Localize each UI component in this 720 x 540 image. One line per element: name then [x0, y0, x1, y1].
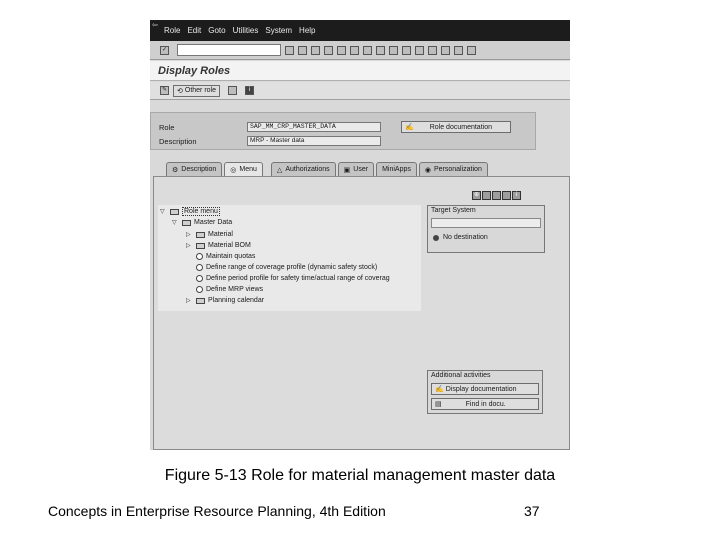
- tree-node-planning-calendar[interactable]: [186, 295, 264, 306]
- next-page-icon[interactable]: [402, 46, 411, 55]
- user-tab-icon: ▣: [343, 166, 351, 174]
- tab-authorizations-label: Authorizations: [285, 166, 330, 173]
- tree-toolbar: [472, 191, 521, 200]
- expand-arrow-icon: ▷: [186, 243, 191, 249]
- tab-strip: [166, 162, 488, 176]
- shortcut-icon[interactable]: [441, 46, 450, 55]
- other-role-label: Other role: [184, 87, 216, 94]
- menu-edit[interactable]: Edit: [187, 26, 202, 35]
- role-header: [150, 112, 536, 150]
- role-documentation-label: Role documentation: [429, 123, 492, 131]
- tree-label: Define range of coverage profile (dynamic safety stock): [206, 264, 378, 271]
- find-icon[interactable]: [350, 46, 359, 55]
- system-menu-icon[interactable]: ⇦: [152, 22, 158, 29]
- tree-label: Maintain quotas: [206, 253, 256, 260]
- tab-personalization-label: Personalization: [433, 166, 482, 173]
- menu-help[interactable]: Help: [299, 26, 316, 35]
- description-field[interactable]: MRP - Master data: [247, 136, 381, 146]
- tab-menu[interactable]: [224, 162, 263, 176]
- radio-indicator-icon: [433, 235, 439, 241]
- command-field[interactable]: [177, 44, 281, 56]
- tree-node-root[interactable]: [160, 206, 220, 217]
- tab-menu-label: Menu: [239, 166, 257, 173]
- transaction-icon: [196, 286, 203, 293]
- transaction-icon: [196, 253, 203, 260]
- menu-tab-icon: ◎: [230, 166, 237, 174]
- tab-description-label: Description: [181, 166, 217, 173]
- expand-arrow-icon: ▷: [186, 232, 191, 238]
- edit-toggle-icon[interactable]: ✎: [161, 87, 168, 93]
- tree-label: Define period profile for safety time/actual range of coverag: [206, 275, 390, 282]
- expand-icon[interactable]: ⊕: [473, 192, 480, 198]
- tree-label: Planning calendar: [208, 297, 265, 304]
- tree-node-coverage-profile[interactable]: [196, 262, 377, 273]
- back-icon[interactable]: [298, 46, 307, 55]
- role-field[interactable]: SAP_MM_CRP_MASTER_DATA: [247, 122, 381, 132]
- no-destination-label: No destination: [443, 234, 488, 241]
- menu-goto[interactable]: Goto: [208, 26, 226, 35]
- collapse-icon[interactable]: [482, 191, 491, 200]
- collapse-arrow-icon: ▽: [160, 209, 165, 215]
- tree-node-material[interactable]: [186, 229, 233, 240]
- additional-activities-title: Additional activities: [431, 372, 491, 379]
- personalization-tab-icon: ◉: [424, 166, 431, 174]
- menu-role[interactable]: Role: [164, 26, 181, 35]
- transaction-icon: [196, 275, 203, 282]
- standard-toolbar: [150, 41, 570, 60]
- last-page-icon[interactable]: [415, 46, 424, 55]
- tree-node-maintain-quotas[interactable]: [196, 251, 255, 262]
- documentation-icon: ✍: [435, 386, 444, 393]
- application-toolbar: [150, 82, 570, 100]
- tree-node-mrp-views[interactable]: [196, 284, 263, 295]
- tree-label: Master Data: [194, 219, 233, 226]
- page-title: Display Roles: [150, 61, 570, 81]
- other-role-button[interactable]: [173, 85, 220, 97]
- no-destination-row: [433, 234, 488, 241]
- cancel-icon[interactable]: [324, 46, 333, 55]
- menu-bar: [150, 20, 570, 41]
- description-label: Description: [159, 137, 197, 146]
- documentation-icon: ✍: [405, 124, 414, 131]
- layout-icon[interactable]: [467, 46, 476, 55]
- find-tree-icon[interactable]: [492, 191, 501, 200]
- target-system-panel: [427, 205, 545, 253]
- authorizations-tab-icon: △: [276, 166, 283, 174]
- tab-authorizations[interactable]: [271, 162, 336, 176]
- sap-window: [150, 20, 570, 450]
- tree-label: Define MRP views: [206, 286, 264, 293]
- target-system-title: Target System: [431, 207, 476, 214]
- find-next-icon[interactable]: [363, 46, 372, 55]
- footer-page-number: 37: [524, 503, 540, 519]
- tree-label: Material: [208, 231, 233, 238]
- target-system-field[interactable]: [431, 218, 541, 228]
- collapse-arrow-icon: ▽: [172, 220, 177, 226]
- footer-book-title: Concepts in Enterprise Resource Planning, 4th Edition: [48, 503, 386, 519]
- details-icon[interactable]: i: [512, 191, 521, 200]
- display-documentation-label: Display documentation: [445, 385, 517, 393]
- folder-icon: [196, 243, 205, 249]
- folder-icon: [182, 220, 191, 226]
- figure-caption: Figure 5-13 Role for material management master data: [164, 467, 556, 484]
- prev-page-icon[interactable]: [389, 46, 398, 55]
- exit-icon[interactable]: [311, 46, 320, 55]
- other-role-icon: ⟲: [177, 87, 183, 95]
- folder-icon: [196, 232, 205, 238]
- menu-system[interactable]: System: [265, 26, 293, 35]
- menu-tab-content: [153, 176, 570, 450]
- tab-personalization[interactable]: [419, 162, 488, 176]
- print-tree-icon[interactable]: [502, 191, 511, 200]
- display-documentation-button[interactable]: [431, 383, 539, 395]
- additional-activities-panel: [427, 370, 543, 414]
- first-page-icon[interactable]: [376, 46, 385, 55]
- tab-description[interactable]: [166, 162, 222, 176]
- tab-user[interactable]: [338, 162, 374, 176]
- tab-miniapps[interactable]: [376, 162, 417, 176]
- tree-node-material-bom[interactable]: [186, 240, 251, 251]
- dropdown-icon[interactable]: [285, 46, 294, 55]
- menu-utilities[interactable]: Utilities: [232, 26, 259, 35]
- transaction-icon: [196, 264, 203, 271]
- tree-node-master-data[interactable]: [172, 217, 232, 228]
- enter-icon[interactable]: ✓: [161, 46, 168, 53]
- find-in-docu-label: Find in docu.: [465, 400, 506, 408]
- role-documentation-button[interactable]: [401, 121, 511, 133]
- where-used-icon[interactable]: [228, 86, 237, 95]
- folder-icon: [196, 298, 205, 304]
- tree-label: Role menu: [184, 208, 218, 215]
- find-in-docu-button[interactable]: [431, 398, 539, 410]
- find-docu-icon: ▤: [435, 401, 442, 408]
- tree-label: Material BOM: [208, 242, 251, 249]
- print-icon[interactable]: [337, 46, 346, 55]
- new-session-icon[interactable]: [428, 46, 437, 55]
- folder-icon: [170, 209, 179, 215]
- role-label: Role: [159, 123, 175, 132]
- tab-user-label: User: [353, 166, 369, 173]
- expand-arrow-icon: ▷: [186, 298, 191, 304]
- tree-node-period-profile[interactable]: [196, 273, 390, 284]
- role-menu-tree: [158, 205, 421, 311]
- description-tab-icon: ⚙: [172, 166, 179, 174]
- info-icon[interactable]: i: [245, 86, 254, 95]
- help-icon[interactable]: [454, 46, 463, 55]
- tab-miniapps-label: MiniApps: [382, 166, 411, 173]
